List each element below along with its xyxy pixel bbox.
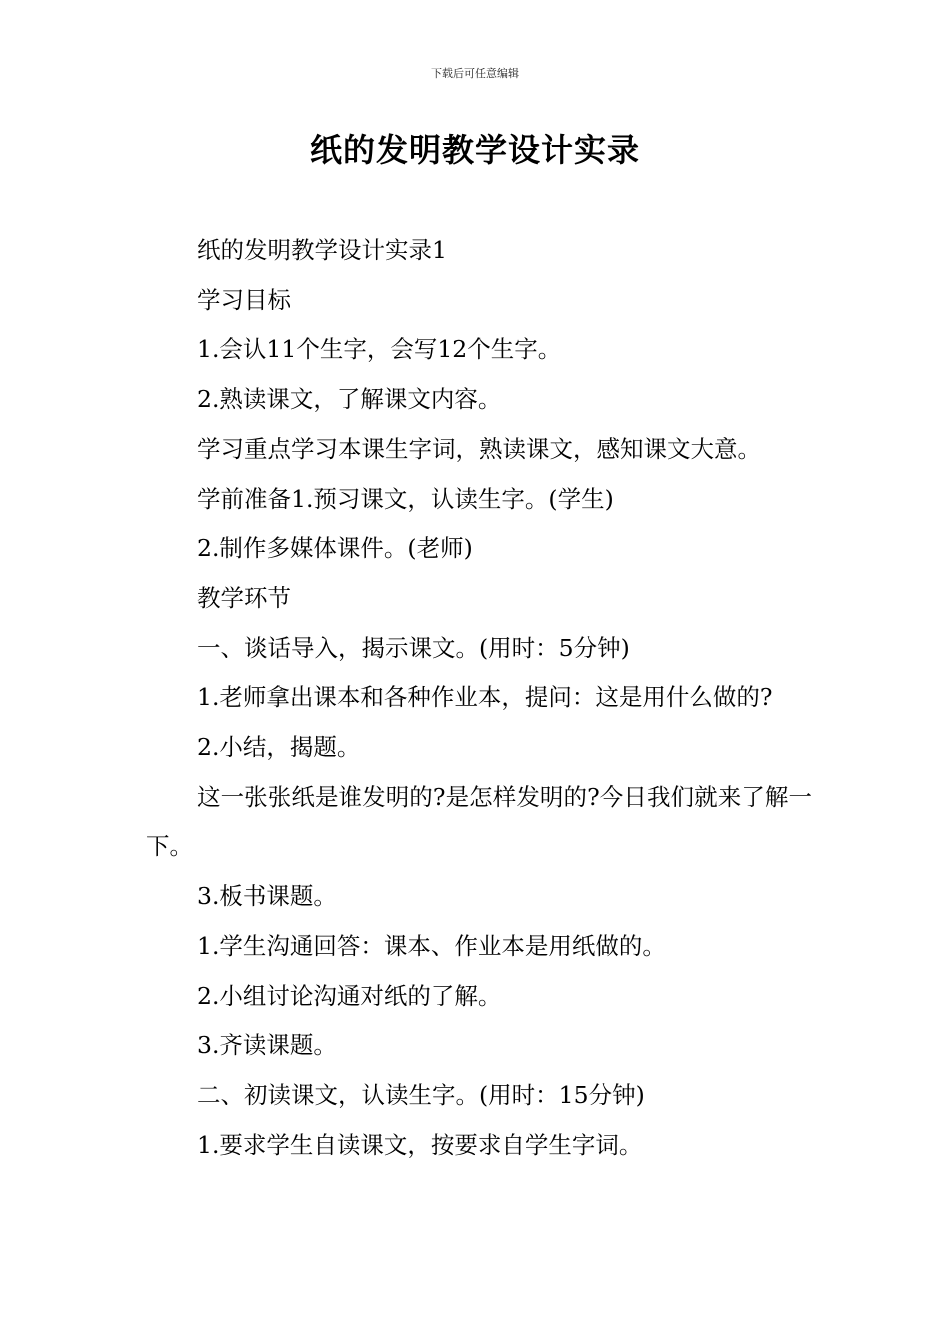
paragraph: 学前准备1.预习课文，认读生字。(学生) <box>197 484 614 513</box>
paragraph: 这一张张纸是谁发明的?是怎样发明的?今日我们就来了解一下。 <box>146 782 812 861</box>
paragraph: 学习重点学习本课生字词，熟读课文，感知课文大意。 <box>197 434 761 463</box>
paragraph: 1.会认11个生字，会写12个生字。 <box>197 335 562 364</box>
paragraph: 2.制作多媒体课件。(老师) <box>197 534 473 563</box>
paragraph: 2.小组讨论沟通对纸的了解。 <box>197 981 502 1010</box>
paragraph: 3.板书课题。 <box>197 882 337 911</box>
paragraph: 纸的发明教学设计实录1 <box>197 236 447 264</box>
paragraph: 2.熟读课文，了解课文内容。 <box>197 385 502 414</box>
paragraph: 2.小结，揭题。 <box>197 733 361 762</box>
document-title: 纸的发明教学设计实录 <box>309 131 640 169</box>
paragraph: 教学环节 <box>197 583 291 612</box>
page-header-note: 下载后可任意编辑 <box>431 67 519 80</box>
paragraph: 一、谈话导入，揭示课文。(用时：5分钟) <box>197 633 630 662</box>
paragraph: 1.老师拿出课本和各种作业本，提问：这是用什么做的? <box>197 683 773 712</box>
paragraph: 1.要求学生自读课文，按要求自学生字词。 <box>197 1130 643 1159</box>
paragraph: 学习目标 <box>197 285 291 314</box>
paragraph: 1.学生沟通回答：课本、作业本是用纸做的。 <box>197 931 666 960</box>
paragraph: 3.齐读课题。 <box>197 1031 337 1060</box>
document-body <box>146 226 812 1170</box>
paragraph: 二、初读课文，认读生字。(用时：15分钟) <box>197 1080 645 1109</box>
